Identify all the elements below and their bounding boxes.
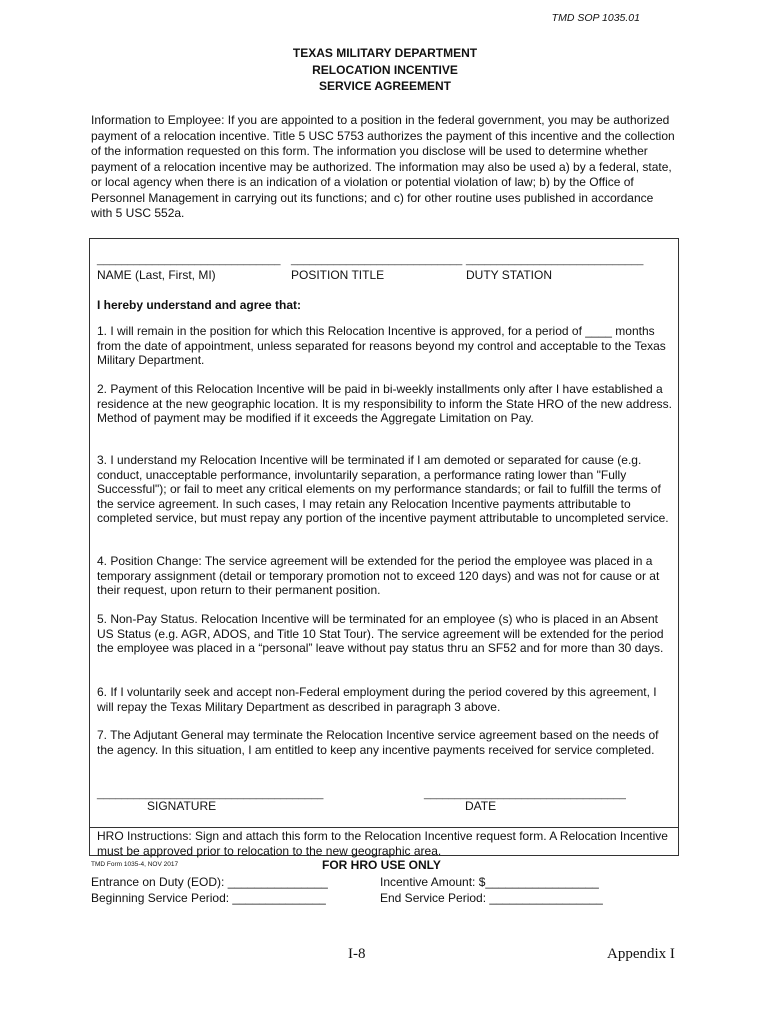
paragraph-6: 6. If I voluntarily seek and accept non-Federal employment during the period covered by this agreement, I will repay the Texas Military Department as described in paragraph 3 above. — [97, 685, 657, 714]
end-service-field[interactable]: End Service Period: _________________ — [380, 891, 603, 905]
title-line-3: SERVICE AGREEMENT — [318, 79, 452, 93]
duty-station-field-line[interactable]: _____________________________ — [466, 254, 644, 266]
appendix-label: Appendix I — [607, 946, 675, 962]
sop-reference: TMD SOP 1035.01 — [551, 12, 640, 24]
paragraph-1: 1. I will remain in the position for which this Relocation Incentive is approved, for a period of ____ months from the date of appointment, unless separated for reasons beyond my control and acceptable to the Texas Military Department. — [97, 324, 666, 367]
paragraph-7: 7. The Adjutant General may terminate the Relocation Incentive service agreement based on the needs of the agency. In this situation, I am entitled to keep any incentive payments received for service completed. — [97, 728, 659, 757]
form-number: TMD Form 1035-4, NOV 2017 — [91, 861, 179, 868]
agree-header: I hereby understand and agree that: — [97, 298, 302, 312]
title-line-1: TEXAS MILITARY DEPARTMENT — [292, 46, 478, 60]
signature-label: SIGNATURE — [147, 799, 217, 813]
paragraph-5: 5. Non-Pay Status. Relocation Incentive will be terminated for an employee (s) who is placed in an Absent US Status (e.g. AGR, ADOS, and Title 10 Stat Tour). The service agreement will be extended for the period the employee was placed in a “personal” leave without pay status thru an SF52 and for more than 30 days. — [97, 612, 664, 655]
paragraph-3: 3. I understand my Relocation Incentive will be terminated if I am demoted or separated for cause (e.g. conduct, unacceptable performance, involuntarily separation, a performance rating lower than "Fully Successful"); or fail to meet any critical elements on my performance standards; or fail to fulfill the terms of the service agreement. In such cases, I may retain any Relocation Incentive payments attributable to completed service, but must repay any portion of the incentive payment attributable to uncompleted service. — [97, 453, 669, 525]
beginning-service-field[interactable]: Beginning Service Period: ______________ — [91, 891, 326, 905]
position-label: POSITION TITLE — [291, 268, 385, 282]
signature-line[interactable]: _____________________________________ — [97, 788, 324, 800]
page-number: I-8 — [348, 946, 366, 962]
incentive-amount-field[interactable]: Incentive Amount: $_________________ — [380, 875, 599, 889]
intro-paragraph: Information to Employee: If you are appointed to a position in the federal government, you may be authorized payment of a relocation incentive. Title 5 USC 5753 authorizes the payment of this incentive and the collection of the information requested on this form. The information you disclose will be used to determine whether payment of a relocation incentive may be authorized. The information may also be used a) by a federal, state, or local agency when there is an indication of a violation or potential violation of law; b) by the Office of Personnel Management in carrying out its functions; and c) for other routine uses published in accordance with 5 USC 552a. — [91, 113, 675, 220]
duty-station-label: DUTY STATION — [466, 268, 553, 282]
date-label: DATE — [465, 799, 497, 813]
position-field-line[interactable]: ____________________________ — [291, 254, 463, 266]
hro-use-only-heading: FOR HRO USE ONLY — [322, 858, 441, 872]
title-line-2: RELOCATION INCENTIVE — [312, 63, 458, 77]
hro-instructions: HRO Instructions: Sign and attach this form to the Relocation Incentive request form. A Relocation Incentive must be approved prior to relocation to the new geographic area. — [97, 829, 668, 858]
name-label: NAME (Last, First, MI) — [97, 268, 216, 282]
name-field-line[interactable]: ______________________________ — [97, 254, 281, 266]
hro-divider — [89, 827, 679, 828]
paragraph-2: 2. Payment of this Relocation Incentive will be paid in bi-weekly installments only after I have established a residence at the new geographic location. It is my responsibility to inform the State HRO of the new address. Method of payment may be modified if it exceeds the Aggregate Limitation on Pay. — [97, 382, 672, 425]
eod-field[interactable]: Entrance on Duty (EOD): _______________ — [91, 875, 328, 889]
paragraph-4: 4. Position Change: The service agreement will be extended for the period the employee was placed in a temporary assignment (detail or temporary promotion not to exceed 120 days) and was not for cause or at their request, upon return to their permanent position. — [97, 554, 660, 597]
date-line[interactable]: _________________________________ — [424, 788, 626, 800]
